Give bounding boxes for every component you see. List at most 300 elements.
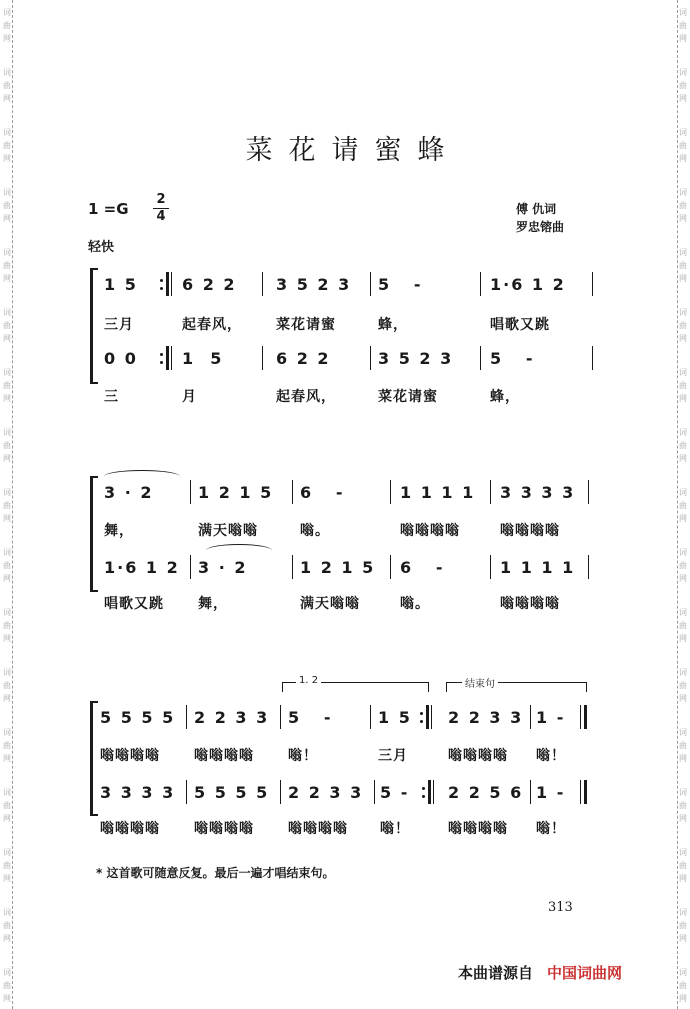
upper-staff-measure-5	[448, 705, 522, 729]
upper-staff-measure-2	[198, 480, 282, 504]
upper-staff-measure-2	[194, 705, 270, 729]
watermark-glyph: 曲	[3, 381, 11, 390]
watermark-mark	[0, 726, 14, 786]
watermark-mark	[0, 606, 14, 666]
upper-staff-lyric-6: 嗡！	[536, 748, 566, 764]
lower-staff-barline	[190, 555, 191, 579]
watermark-glyph: 曲	[3, 981, 11, 990]
volta-label: 1. 2	[296, 675, 321, 686]
watermark-glyph: 词	[3, 368, 11, 377]
watermark-glyph: 词	[679, 788, 687, 797]
ending-bracket-line	[446, 682, 586, 683]
watermark-mark	[676, 906, 690, 966]
lower-staff-measure-2	[194, 780, 270, 804]
watermark-mark	[676, 6, 690, 66]
upper-staff-lyric-2: 起春风，	[182, 317, 242, 333]
lower-staff-measure-1	[100, 780, 176, 804]
watermark-glyph: 网	[3, 694, 11, 703]
watermark-glyph: 网	[679, 154, 687, 163]
upper-staff-lyric-5: 嗡嗡嗡嗡	[500, 523, 560, 539]
watermark-glyph: 网	[3, 514, 11, 523]
repeat-dot	[160, 287, 163, 290]
watermark-mark	[0, 966, 14, 1009]
upper-staff-thin-barline	[431, 705, 432, 729]
lower-staff-barline	[262, 346, 263, 370]
watermark-glyph: 曲	[3, 501, 11, 510]
upper-staff-barline	[292, 480, 293, 504]
watermark-glyph: 曲	[3, 21, 11, 30]
repeat-dot	[422, 795, 425, 798]
watermark-mark	[676, 486, 690, 546]
watermark-glyph: 曲	[679, 381, 687, 390]
upper-staff-barline	[370, 272, 371, 296]
watermark-glyph: 曲	[679, 621, 687, 630]
time-denominator: 4	[156, 209, 166, 224]
watermark-glyph: 网	[3, 994, 11, 1003]
lower-staff-barline	[390, 555, 391, 579]
lower-staff-barline	[588, 555, 589, 579]
lower-staff-measure-3	[276, 346, 360, 370]
watermark-glyph: 曲	[679, 261, 687, 270]
watermark-glyph: 词	[679, 908, 687, 917]
lower-staff-thick-barline	[166, 346, 169, 370]
watermark-glyph: 网	[679, 994, 687, 1003]
watermark-glyph: 词	[679, 308, 687, 317]
upper-staff-thin-barline	[580, 705, 581, 729]
watermark-mark	[676, 366, 690, 426]
lower-staff-measure-3	[300, 555, 380, 579]
jianpu-notes: 1 5	[182, 348, 224, 368]
upper-staff-lyric-4: 嗡嗡嗡嗡	[400, 523, 460, 539]
watermark-glyph: 网	[3, 814, 11, 823]
lower-staff-lyric-5: 嗡嗡嗡嗡	[448, 821, 508, 837]
watermark-glyph: 曲	[679, 21, 687, 30]
key-signature: 1 =G	[88, 200, 129, 218]
watermark-glyph: 曲	[679, 201, 687, 210]
watermark-mark	[676, 846, 690, 906]
lower-staff-lyric-5: 嗡嗡嗡嗡	[500, 596, 560, 612]
lower-staff-lyric-4: 嗡。	[400, 596, 430, 612]
watermark-mark	[676, 966, 690, 1009]
lower-staff-lyric-3: 嗡嗡嗡嗡	[288, 821, 348, 837]
watermark-mark	[676, 606, 690, 666]
jianpu-notes: 5 -	[288, 707, 333, 727]
watermark-glyph: 网	[3, 574, 11, 583]
upper-staff-thin-barline	[171, 272, 172, 296]
jianpu-notes: 1 1 1 1	[400, 482, 476, 502]
upper-staff-measure-6	[536, 705, 576, 729]
ending-label: 结束句	[462, 675, 498, 690]
watermark-glyph: 曲	[679, 741, 687, 750]
upper-staff-barline	[280, 705, 281, 729]
jianpu-notes: 5 5 5 5	[194, 782, 270, 802]
page-number: 313	[548, 900, 573, 915]
watermark-glyph: 网	[679, 34, 687, 43]
watermark-mark	[0, 846, 14, 906]
volta-bracket-line	[282, 682, 428, 683]
watermark-glyph: 曲	[3, 81, 11, 90]
watermark-mark	[676, 666, 690, 726]
watermark-glyph: 网	[679, 814, 687, 823]
upper-staff-thick-barline	[584, 705, 587, 729]
lower-staff-lyric-3: 满天嗡嗡	[300, 596, 360, 612]
time-signature	[153, 193, 169, 224]
jianpu-notes: 1 -	[536, 707, 566, 727]
upper-staff-measure-5	[490, 272, 585, 296]
repeat-dot	[160, 279, 163, 282]
watermark-glyph: 网	[679, 514, 687, 523]
watermark-glyph: 词	[3, 128, 11, 137]
lower-staff-barline	[280, 780, 281, 804]
jianpu-notes: 3 5 2 3	[378, 348, 454, 368]
jianpu-notes: 1 -	[536, 782, 566, 802]
upper-staff-barline	[262, 272, 263, 296]
watermark-glyph: 曲	[679, 861, 687, 870]
watermark-glyph: 词	[679, 248, 687, 257]
lower-staff-thin-barline	[171, 346, 172, 370]
lower-staff-lyric-2: 舞，	[198, 596, 228, 612]
watermark-glyph: 词	[3, 68, 11, 77]
watermark-mark	[0, 246, 14, 306]
lower-staff-thick-barline	[428, 780, 431, 804]
watermark-glyph: 词	[679, 668, 687, 677]
watermark-glyph: 曲	[3, 261, 11, 270]
watermark-mark	[0, 66, 14, 126]
watermark-glyph: 词	[3, 428, 11, 437]
jianpu-notes: 2 2 5 6	[448, 782, 524, 802]
system-bracket	[90, 701, 98, 816]
repeat-dot	[422, 787, 425, 790]
upper-staff-barline	[588, 480, 589, 504]
upper-staff-measure-1	[100, 705, 176, 729]
footnote: * 这首歌可随意反复。最后一遍才唱结束句。	[96, 866, 335, 880]
upper-staff-lyric-1: 舞，	[104, 523, 134, 539]
repeat-dot	[160, 361, 163, 364]
repeat-dot	[160, 353, 163, 356]
watermark-glyph: 曲	[3, 141, 11, 150]
upper-staff-measure-1	[104, 480, 180, 504]
upper-staff-thick-barline	[426, 705, 429, 729]
lower-staff-thin-barline	[433, 780, 434, 804]
lower-staff-measure-4	[400, 555, 470, 579]
watermark-glyph: 词	[3, 548, 11, 557]
watermark-glyph: 网	[3, 94, 11, 103]
watermark-glyph: 曲	[679, 801, 687, 810]
watermark-glyph: 词	[679, 728, 687, 737]
watermark-glyph: 词	[3, 968, 11, 977]
upper-staff-measure-5	[500, 480, 578, 504]
watermark-glyph: 网	[3, 334, 11, 343]
upper-staff-lyric-5: 嗡嗡嗡嗡	[448, 748, 508, 764]
jianpu-notes: 3 5 2 3	[276, 274, 352, 294]
upper-staff-barline	[186, 705, 187, 729]
lower-staff-measure-1	[104, 555, 180, 579]
lower-staff-lyric-1: 嗡嗡嗡嗡	[100, 821, 160, 837]
jianpu-notes: 6 -	[400, 557, 445, 577]
watermark-glyph: 网	[679, 454, 687, 463]
watermark-glyph: 曲	[679, 501, 687, 510]
upper-staff-lyric-1: 三月	[104, 317, 134, 333]
time-numerator: 2	[156, 192, 166, 207]
source-credit	[458, 962, 622, 983]
upper-staff-lyric-4: 蜂，	[378, 317, 408, 333]
watermark-glyph: 网	[3, 154, 11, 163]
watermark-glyph: 网	[679, 274, 687, 283]
watermark-glyph: 曲	[679, 981, 687, 990]
lower-staff-thin-barline	[580, 780, 581, 804]
watermark-glyph: 词	[679, 68, 687, 77]
jianpu-notes: 1 2 1 5	[198, 482, 274, 502]
jianpu-notes: 3 3 3 3	[100, 782, 176, 802]
upper-staff-thick-barline	[166, 272, 169, 296]
jianpu-notes: 1 1 1 1	[500, 557, 576, 577]
watermark-mark	[676, 186, 690, 246]
lower-staff-lyric-6: 嗡！	[536, 821, 566, 837]
upper-staff-measure-4	[400, 480, 476, 504]
watermark-glyph: 词	[679, 188, 687, 197]
upper-staff-lyric-3: 嗡！	[288, 748, 318, 764]
watermark-glyph: 曲	[3, 921, 11, 930]
jianpu-notes: 2 2 3 3	[448, 707, 524, 727]
watermark-glyph: 网	[679, 394, 687, 403]
upper-staff-barline	[390, 480, 391, 504]
upper-staff-lyric-3: 嗡。	[300, 523, 330, 539]
watermark-glyph: 网	[679, 874, 687, 883]
jianpu-notes: 3 · 2	[104, 482, 154, 502]
jianpu-notes: 5 5 5 5	[100, 707, 176, 727]
watermark-glyph: 曲	[3, 201, 11, 210]
watermark-glyph: 曲	[679, 921, 687, 930]
watermark-glyph: 曲	[3, 561, 11, 570]
watermark-glyph: 曲	[679, 561, 687, 570]
jianpu-notes: 1·6 1 2	[490, 274, 566, 294]
upper-staff-measure-3	[288, 705, 350, 729]
composer-credit: 罗忠镕曲	[516, 220, 565, 234]
watermark-glyph: 曲	[3, 621, 11, 630]
watermark-glyph: 词	[3, 908, 11, 917]
watermark-mark	[0, 546, 14, 606]
lyricist-credit: 傅 仇词	[516, 202, 557, 216]
lower-staff-barline	[490, 555, 491, 579]
watermark-mark	[676, 426, 690, 486]
source-prefix: 本曲谱源自	[458, 964, 534, 982]
watermark-glyph: 曲	[3, 681, 11, 690]
watermark-glyph: 网	[679, 634, 687, 643]
volta-bracket-drop	[282, 682, 283, 692]
ending-bracket-drop	[446, 682, 447, 692]
lower-staff-barline	[374, 780, 375, 804]
watermark-glyph: 网	[679, 754, 687, 763]
slur	[104, 470, 180, 483]
jianpu-notes: 1 5	[378, 707, 412, 727]
watermark-glyph: 词	[3, 608, 11, 617]
watermark-glyph: 网	[3, 934, 11, 943]
lower-staff-lyric-2: 月	[182, 389, 197, 405]
jianpu-notes: 5 -	[490, 348, 535, 368]
watermark-mark	[0, 6, 14, 66]
jianpu-notes: 2 2 3 3	[194, 707, 270, 727]
watermark-glyph: 曲	[679, 141, 687, 150]
watermark-glyph: 网	[3, 34, 11, 43]
jianpu-notes: 6 -	[300, 482, 345, 502]
lower-staff-measure-2	[198, 555, 282, 579]
watermark-mark	[0, 186, 14, 246]
lower-staff-barline	[530, 780, 531, 804]
watermark-glyph: 网	[3, 874, 11, 883]
watermark-glyph: 网	[679, 574, 687, 583]
repeat-dot	[420, 720, 423, 723]
watermark-glyph: 网	[679, 94, 687, 103]
watermark-glyph: 词	[679, 488, 687, 497]
lower-staff-lyric-4: 嗡！	[380, 821, 410, 837]
jianpu-notes: 3 · 2	[198, 557, 248, 577]
lower-staff-lyric-1: 三	[104, 389, 119, 405]
lower-staff-barline	[370, 346, 371, 370]
watermark-glyph: 网	[3, 754, 11, 763]
lower-staff-barline	[592, 346, 593, 370]
watermark-glyph: 网	[3, 274, 11, 283]
upper-staff-lyric-2: 满天嗡嗡	[198, 523, 258, 539]
watermark-glyph: 曲	[679, 81, 687, 90]
lower-staff-barline	[292, 555, 293, 579]
tempo-marking: 轻快	[88, 240, 115, 255]
upper-staff-barline	[370, 705, 371, 729]
system-bracket	[90, 476, 98, 592]
watermark-glyph: 曲	[3, 741, 11, 750]
jianpu-notes: 0 0	[104, 348, 138, 368]
lower-staff-measure-6	[536, 780, 576, 804]
watermark-glyph: 网	[679, 694, 687, 703]
lower-staff-barline	[480, 346, 481, 370]
watermark-mark	[676, 726, 690, 786]
song-title: 菜花请蜜蜂	[245, 135, 461, 166]
lower-staff-thick-barline	[584, 780, 587, 804]
watermark-mark	[676, 786, 690, 846]
slur	[206, 544, 272, 557]
upper-staff-barline	[530, 705, 531, 729]
jianpu-notes: 1 2 1 5	[300, 557, 376, 577]
jianpu-notes: 6 2 2	[182, 274, 237, 294]
watermark-glyph: 词	[679, 368, 687, 377]
upper-staff-barline	[490, 480, 491, 504]
watermark-glyph: 曲	[679, 681, 687, 690]
watermark-mark	[0, 306, 14, 366]
watermark-glyph: 词	[3, 8, 11, 17]
upper-staff-lyric-5: 唱歌又跳	[490, 317, 550, 333]
upper-staff-measure-3	[276, 272, 360, 296]
watermark-glyph: 网	[3, 634, 11, 643]
watermark-glyph: 曲	[3, 861, 11, 870]
watermark-glyph: 词	[679, 848, 687, 857]
watermark-glyph: 词	[679, 128, 687, 137]
watermark-glyph: 词	[3, 848, 11, 857]
lower-staff-measure-5	[448, 780, 522, 804]
watermark-mark	[676, 306, 690, 366]
jianpu-notes: 1 5	[104, 274, 138, 294]
watermark-glyph: 曲	[3, 441, 11, 450]
volta-bracket-drop	[428, 682, 429, 692]
jianpu-notes: 5 -	[378, 274, 423, 294]
watermark-glyph: 词	[679, 968, 687, 977]
watermark-glyph: 曲	[3, 321, 11, 330]
watermark-glyph: 网	[3, 214, 11, 223]
lower-staff-lyric-2: 嗡嗡嗡嗡	[194, 821, 254, 837]
watermark-glyph: 词	[3, 248, 11, 257]
watermark-mark	[0, 666, 14, 726]
upper-staff-measure-4	[378, 705, 416, 729]
watermark-glyph: 词	[3, 188, 11, 197]
lower-staff-measure-5	[500, 555, 578, 579]
upper-staff-barline	[592, 272, 593, 296]
watermark-mark	[676, 546, 690, 606]
upper-staff-measure-4	[378, 272, 440, 296]
upper-staff-barline	[480, 272, 481, 296]
system-bracket	[90, 268, 98, 384]
watermark-glyph: 词	[679, 548, 687, 557]
lower-staff-measure-1	[104, 346, 150, 370]
watermark-mark	[0, 786, 14, 846]
jianpu-notes: 1·6 1 2	[104, 557, 180, 577]
watermark-glyph: 网	[679, 934, 687, 943]
upper-staff-lyric-4: 三月	[378, 748, 408, 764]
watermark-glyph: 网	[3, 454, 11, 463]
lower-staff-measure-3	[288, 780, 364, 804]
lower-staff-measure-5	[490, 346, 560, 370]
jianpu-notes: 2 2 3 3	[288, 782, 364, 802]
upper-staff-measure-1	[104, 272, 150, 296]
watermark-glyph: 词	[3, 308, 11, 317]
watermark-mark	[0, 426, 14, 486]
watermark-glyph: 词	[3, 488, 11, 497]
watermark-glyph: 词	[679, 428, 687, 437]
watermark-glyph: 曲	[3, 801, 11, 810]
watermark-mark	[0, 486, 14, 546]
watermark-mark	[0, 366, 14, 426]
watermark-glyph: 网	[3, 394, 11, 403]
lower-staff-measure-4	[378, 346, 470, 370]
watermark-glyph: 词	[3, 668, 11, 677]
watermark-glyph: 词	[3, 728, 11, 737]
jianpu-notes: 5 -	[380, 782, 410, 802]
watermark-glyph: 网	[679, 214, 687, 223]
lower-staff-lyric-4: 菜花请蜜	[378, 389, 438, 405]
source-site-link[interactable]: 中国词曲网	[547, 964, 623, 982]
lower-staff-measure-4	[380, 780, 420, 804]
watermark-glyph: 网	[679, 334, 687, 343]
ending-bracket-drop	[586, 682, 587, 692]
watermark-mark	[0, 906, 14, 966]
lower-staff-barline	[186, 780, 187, 804]
jianpu-notes: 6 2 2	[276, 348, 331, 368]
watermark-glyph: 词	[3, 788, 11, 797]
lower-staff-lyric-5: 蜂，	[490, 389, 520, 405]
upper-staff-measure-3	[300, 480, 368, 504]
upper-staff-barline	[190, 480, 191, 504]
watermark-glyph: 曲	[679, 441, 687, 450]
lower-staff-lyric-1: 唱歌又跳	[104, 596, 164, 612]
watermark-glyph: 曲	[679, 321, 687, 330]
repeat-dot	[420, 712, 423, 715]
upper-staff-lyric-3: 菜花请蜜	[276, 317, 336, 333]
watermark-glyph: 词	[679, 608, 687, 617]
upper-staff-lyric-2: 嗡嗡嗡嗡	[194, 748, 254, 764]
upper-staff-lyric-1: 嗡嗡嗡嗡	[100, 748, 160, 764]
lower-staff-measure-2	[182, 346, 260, 370]
watermark-mark	[676, 66, 690, 126]
upper-staff-measure-2	[182, 272, 260, 296]
watermark-glyph: 词	[679, 8, 687, 17]
jianpu-notes: 3 3 3 3	[500, 482, 576, 502]
